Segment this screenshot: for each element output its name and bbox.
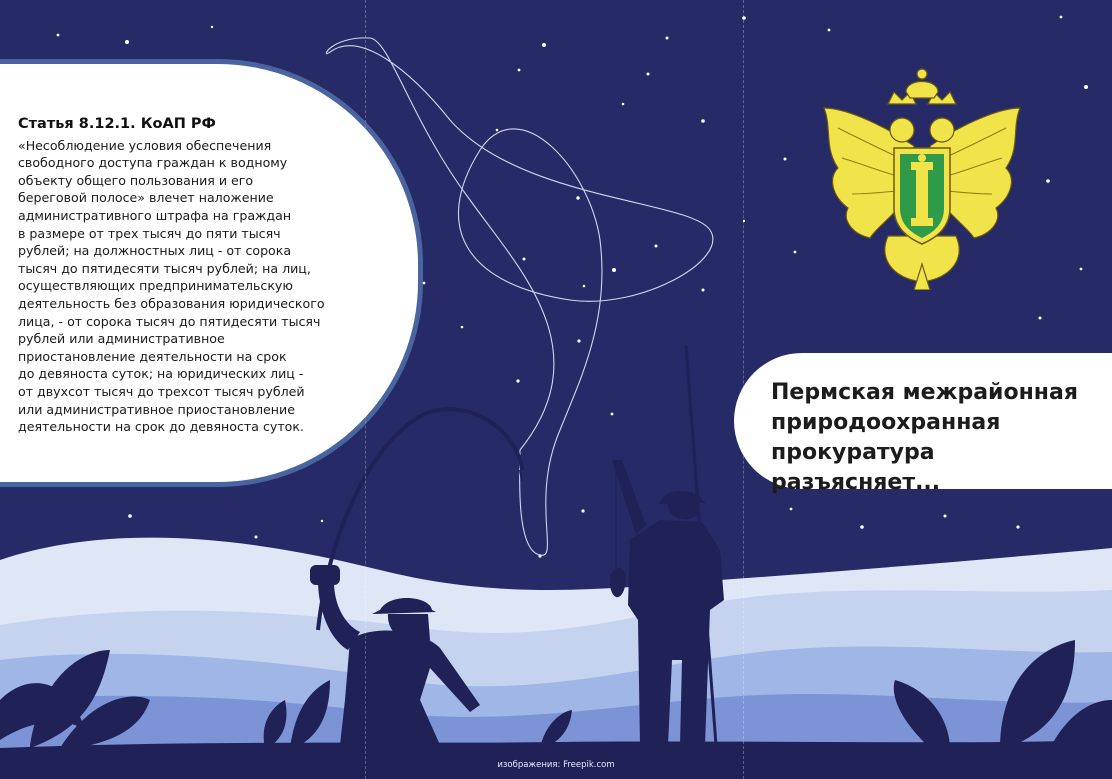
organization-name: Пермская межрайонная природоохранная прокуратура разъясняет... — [771, 380, 1078, 495]
article-text-block — [18, 116, 348, 436]
image-credit: изображения: Freepik.com — [497, 760, 615, 770]
article-title: Статья 8.12.1. КоАП РФ — [18, 116, 216, 132]
article-body: «Несоблюдение условия обеспечения свободного доступа граждан к водному объекту общего пользования и его береговой полосе» влечет наложение административного штрафа на граждан в размере от трех тысяч до пяти тысяч рублей; на должностных лиц - от сорока тысяч до пятидесяти тысяч рублей; на лиц, осуществляющих предпринимательскую деятельность без образования юридического лица, - от сорока тысяч до пятидесяти тысяч рублей или административное приостановление деятельности на срок до девяноста суток; на юридических лиц - от двухсот тысяч до трехсот тысяч рублей или административное приостановление деятельности на срок до девяноста суток. — [18, 137, 325, 435]
prosecutor-emblem — [818, 68, 1026, 290]
